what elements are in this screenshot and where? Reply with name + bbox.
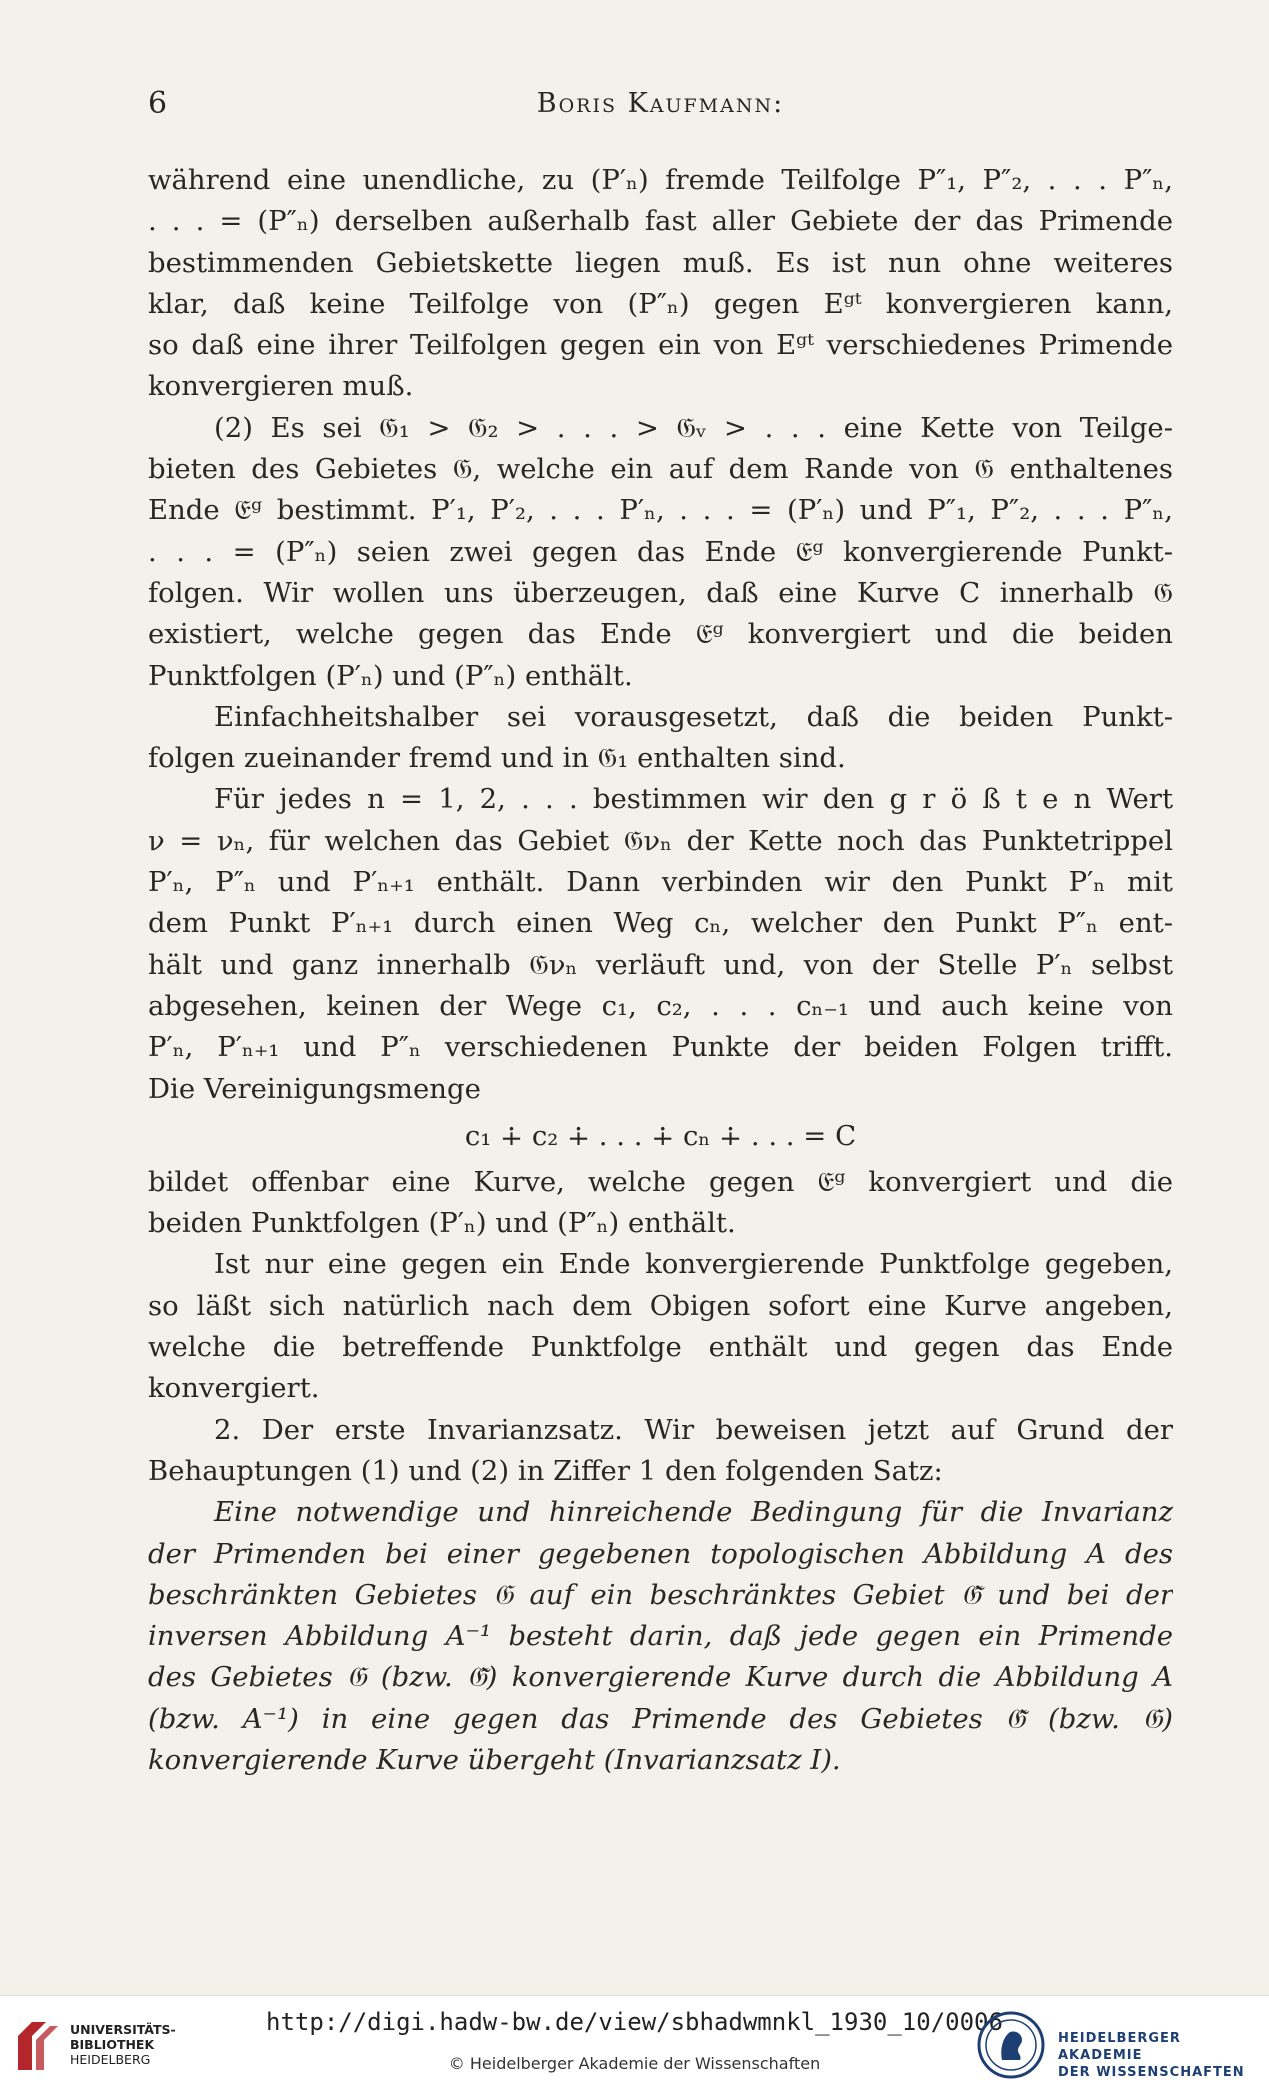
text-line: bestimmenden Gebietskette liegen muß. Es ist nun ohne weiteres <box>148 246 1173 279</box>
library-logo-line: HEIDELBERG <box>70 2052 151 2067</box>
text-line: welche die betreffende Punktfolge enthält und gegen das Ende <box>148 1331 1173 1364</box>
theorem-line: beschränkten Gebietes 𝔊 auf ein beschränktes Gebiet 𝔊̃ und bei der <box>148 1578 1173 1611</box>
text-line: konvergiert. <box>148 1372 320 1405</box>
theorem-line: inversen Abbildung A⁻¹ besteht darin, daß jede gegen ein Primende <box>148 1620 1173 1653</box>
text-line: bildet offenbar eine Kurve, welche gegen 𝔈ᵍ konvergiert und die <box>148 1165 1173 1198</box>
display-formula: c₁ ∔ c₂ ∔ . . . ∔ cₙ ∔ . . . = C <box>464 1119 857 1152</box>
permalink-url[interactable]: http://digi.hadw-bw.de/view/sbhadwmnkl_1930_10/0006 <box>266 2008 1003 2036</box>
academy-logo-line: DER WISSENSCHAFTEN <box>1058 2065 1245 2080</box>
text-line: folgen zueinander fremd und in 𝔊₁ enthalten sind. <box>148 742 846 775</box>
body-text <box>148 160 1173 1781</box>
academy-logo-text <box>1058 2030 1256 2081</box>
theorem-line: der Primenden bei einer gegebenen topologischen Abbildung A des <box>148 1537 1173 1570</box>
text-line: Behauptungen (1) und (2) in Ziffer 1 den folgenden Satz: <box>148 1454 943 1487</box>
text-line: Für jedes n = 1, 2, . . . bestimmen wir den g r ö ß t e n Wert <box>214 783 1173 816</box>
text-line: P′ₙ, P″ₙ und P′ₙ₊₁ enthält. Dann verbinden wir den Punkt P′ₙ mit <box>148 866 1173 899</box>
copyright-notice: © Heidelberger Akademie der Wissenschaften <box>448 2054 821 2073</box>
text-line: Die Vereinigungsmenge <box>148 1072 481 1105</box>
library-logo-line: UNIVERSITÄTS- <box>70 2022 176 2037</box>
academy-logo-line: HEIDELBERGER AKADEMIE <box>1058 2031 1181 2063</box>
text-line: konvergieren muß. <box>148 370 414 403</box>
text-line: . . . = (P″ₙ) derselben außerhalb fast aller Gebiete der das Primende <box>148 205 1173 238</box>
text-line: Punktfolgen (P′ₙ) und (P″ₙ) enthält. <box>148 659 633 692</box>
text-line: Ist nur eine gegen ein Ende konvergierende Punktfolge gegeben, <box>214 1248 1173 1281</box>
page-header <box>148 86 1173 126</box>
text-line: so läßt sich natürlich nach dem Obigen sofort eine Kurve angeben, <box>148 1289 1173 1322</box>
text-line: so daß eine ihrer Teilfolgen gegen ein von Eᵍᵗ verschiedenes Primende <box>148 329 1173 362</box>
text-line: abgesehen, keinen der Wege c₁, c₂, . . . cₙ₋₁ und auch keine von <box>148 989 1173 1022</box>
text-line: hält und ganz innerhalb 𝔊νₙ verläuft und, von der Stelle P′ₙ selbst <box>148 948 1173 981</box>
page-number: 6 <box>148 86 168 121</box>
theorem-line: konvergierende Kurve übergeht (Invarianzsatz I). <box>148 1743 841 1776</box>
text-line: (2) Es sei 𝔊₁ > 𝔊₂ > . . . > 𝔊ᵥ > . . . eine Kette von Teilge- <box>214 411 1173 444</box>
academy-seal-icon <box>976 2010 1046 2080</box>
text-line: . . . = (P″ₙ) seien zwei gegen das Ende 𝔈ᵍ konvergierende Punkt- <box>148 535 1173 568</box>
theorem-line: (bzw. A⁻¹) in eine gegen das Primende des Gebietes 𝔊̃ (bzw. 𝔊) <box>148 1702 1173 1735</box>
text-line: während eine unendliche, zu (P′ₙ) fremde Teilfolge P″₁, P″₂, . . . P″ₙ, <box>148 164 1173 196</box>
text-line: Einfachheitshalber sei vorausgesetzt, daß die beiden Punkt- <box>214 700 1173 733</box>
section-heading-line: 2. Der erste Invarianzsatz. Wir beweisen jetzt auf Grund der <box>214 1413 1173 1446</box>
academy-logo[interactable] <box>976 2010 1256 2082</box>
text-line: Ende 𝔈ᵍ bestimmt. P′₁, P′₂, . . . P′ₙ, . . . = (P′ₙ) und P″₁, P″₂, . . . P″ₙ, <box>148 494 1173 527</box>
text-line: P′ₙ, P′ₙ₊₁ und P″ₙ verschiedenen Punkte der beiden Folgen trifft. <box>148 1031 1173 1064</box>
text-line: beiden Punktfolgen (P′ₙ) und (P″ₙ) enthält. <box>148 1207 736 1240</box>
theorem-line: Eine notwendige und hinreichende Bedingung für die Invarianz <box>214 1496 1173 1529</box>
text-line: klar, daß keine Teilfolge von (P″ₙ) gegen Eᵍᵗ konvergieren kann, <box>148 287 1173 320</box>
text-line: dem Punkt P′ₙ₊₁ durch einen Weg cₙ, welcher den Punkt P″ₙ ent- <box>148 907 1173 940</box>
text-line: existiert, welche gegen das Ende 𝔈ᵍ konvergiert und die beiden <box>148 618 1173 651</box>
running-head: Boris Kaufmann: <box>536 88 785 119</box>
viewer-footer <box>0 1995 1269 2095</box>
library-logo-line: BIBLIOTHEK <box>70 2037 155 2052</box>
theorem-line: des Gebietes 𝔊 (bzw. 𝔊̃) konvergierende Kurve durch die Abbildung A <box>148 1661 1173 1694</box>
text-line: folgen. Wir wollen uns überzeugen, daß eine Kurve C innerhalb 𝔊 <box>148 576 1173 609</box>
text-line: bieten des Gebietes 𝔊, welche ein auf dem Rande von 𝔊 enthaltenes <box>148 453 1173 486</box>
text-line: ν = νₙ, für welchen das Gebiet 𝔊νₙ der Kette noch das Punktetrippel <box>148 824 1173 857</box>
